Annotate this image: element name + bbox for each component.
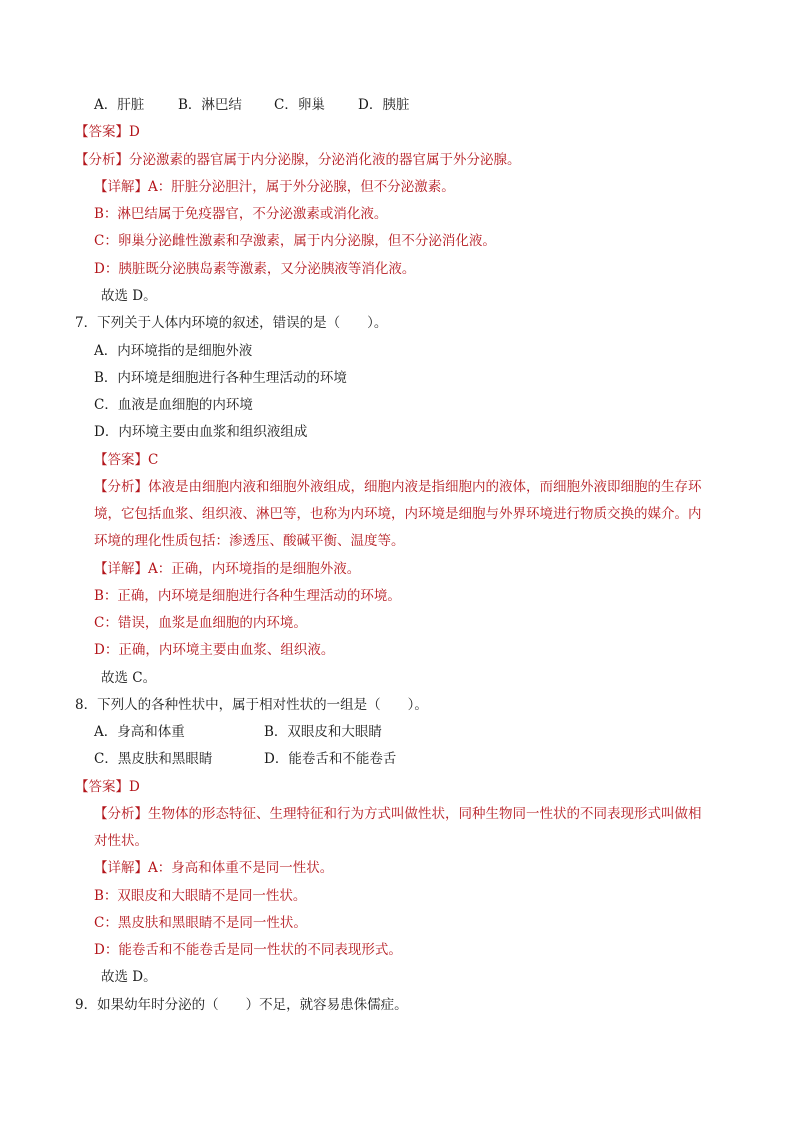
- q7-detail-line: C：错误，血浆是血细胞的内环境。: [94, 615, 307, 631]
- q6-analysis: 【分析】分泌激素的器官属于内分泌腺，分泌消化液的器官属于外分泌腺。: [75, 152, 521, 168]
- q8-detail-line: B：双眼皮和大眼睛不是同一性状。: [94, 888, 307, 904]
- q7-detail-line: B：正确，内环境是细胞进行各种生理活动的环境。: [94, 588, 401, 604]
- q7-detail-line: 【详解】A：正确，内环境指的是细胞外液。: [94, 561, 361, 577]
- q7-answer: 【答案】C: [94, 452, 159, 468]
- q7-stem: 7．下列关于人体内环境的叙述，错误的是（ ）。: [75, 315, 388, 331]
- q8-option-d: D．能卷舌和不能卷舌: [264, 751, 397, 767]
- q8-detail-line: D：能卷舌和不能卷舌是同一性状的不同表现形式。: [94, 942, 402, 958]
- q8-detail-line: C：黑皮肤和黑眼睛不是同一性状。: [94, 915, 307, 931]
- q8-detail-line: 【详解】A：身高和体重不是同一性状。: [94, 860, 334, 876]
- q6-detail-line: C：卵巢分泌雌性激素和孕激素，属于内分泌腺，但不分泌消化液。: [94, 233, 496, 249]
- q7-option-d: D．内环境主要由血浆和组织液组成: [94, 424, 308, 440]
- q6-option-a: A．肝脏: [94, 97, 145, 113]
- q6-option-c: C．卵巢: [274, 97, 325, 113]
- q7-analysis-line: 境，它包括血浆、组织液、淋巴等，也称为内环境，内环境是细胞与外界环境进行物质交换的媒介。内: [94, 506, 702, 522]
- q8-option-b: B．双眼皮和大眼睛: [264, 724, 382, 740]
- q6-conclusion: 故选 D。: [101, 288, 157, 304]
- q8-analysis-line: 对性状。: [94, 833, 148, 849]
- q9-stem: 9．如果幼年时分泌的（ ）不足，就容易患侏儒症。: [75, 997, 408, 1013]
- q8-analysis-line: 【分析】生物体的形态特征、生理特征和行为方式叫做性状，同种生物同一性状的不同表现形式叫做相: [94, 806, 702, 822]
- q8-option-c: C．黑皮肤和黑眼睛: [94, 751, 213, 767]
- q6-detail-line: B：淋巴结属于免疫器官，不分泌激素或消化液。: [94, 206, 388, 222]
- q7-conclusion: 故选 C。: [101, 670, 157, 686]
- q6-detail-line: D：胰脏既分泌胰岛素等激素，又分泌胰液等消化液。: [94, 261, 416, 277]
- q6-answer: 【答案】D: [75, 124, 140, 140]
- q8-option-a: A．身高和体重: [94, 724, 185, 740]
- q7-option-b: B．内环境是细胞进行各种生理活动的环境: [94, 370, 347, 386]
- q7-analysis-line: 【分析】体液是由细胞内液和细胞外液组成，细胞内液是指细胞内的液体，而细胞外液即细胞的生存环: [94, 479, 702, 495]
- q6-detail-line: 【详解】A：肝脏分泌胆汁，属于外分泌腺，但不分泌激素。: [94, 179, 455, 195]
- q8-conclusion: 故选 D。: [101, 969, 157, 985]
- q8-stem: 8．下列人的各种性状中，属于相对性状的一组是（ ）。: [75, 697, 428, 713]
- q7-option-c: C．血液是血细胞的内环境: [94, 397, 253, 413]
- q8-answer: 【答案】D: [75, 779, 140, 795]
- q7-detail-line: D：正确，内环境主要由血浆、组织液。: [94, 642, 335, 658]
- q7-option-a: A．内环境指的是细胞外液: [94, 343, 253, 359]
- q6-option-b: B．淋巴结: [178, 97, 242, 113]
- q7-analysis-line: 环境的理化性质包括：渗透压、酸碱平衡、温度等。: [94, 533, 405, 549]
- q6-option-d: D．胰脏: [358, 97, 410, 113]
